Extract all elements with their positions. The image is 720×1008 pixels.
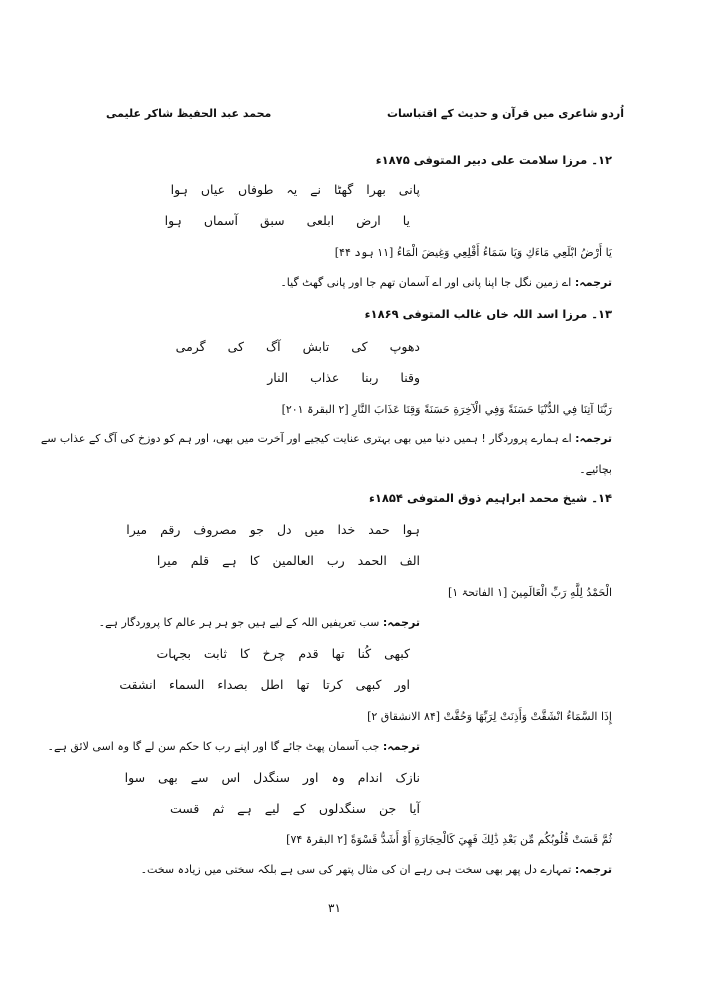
translation-text: اے ہمارے پروردگار ! ہمیں دنیا میں بھی بہتری عنایت کیجیے اور آخرت میں بھی، اور ہم کو دوزخ کی آگ کے عذاب سے bbox=[40, 432, 572, 445]
translation-line bbox=[280, 277, 612, 288]
section-heading-13: ۱۳۔ مرزا اسد اللہ خاں غالب المتوفی ۱۸۶۹ء bbox=[364, 307, 612, 321]
translation-label: ترجمہ: bbox=[574, 276, 612, 289]
verse-line: کبھی کُنا تھا قدم چرخ کا ثابت بجہات bbox=[156, 646, 410, 661]
translation-label: ترجمہ: bbox=[382, 740, 420, 753]
translation-label: ترجمہ: bbox=[574, 863, 612, 876]
verse-line: وقنا ربنا عذاب النار bbox=[267, 370, 420, 385]
verse-line: الف الحمد رب العالمین کا ہے قلم میرا bbox=[156, 553, 420, 568]
translation-text: جب آسمان پھٹ جائے گا اور اپنے رب کا حکم سن لے گا وہ اسی لائق ہے۔ bbox=[47, 740, 380, 753]
page-number: ۳۱ bbox=[328, 901, 341, 915]
translation-text: سب تعریفیں اللہ کے لیے ہیں جو ہر ہر عالم کا پروردگار ہے۔ bbox=[98, 616, 380, 629]
arabic-quote: إِذَا السَّمَاءُ انْشَقَّتْ وَأَذِنَتْ لِرَبِّهَا وَحُقَّتْ [۸۴ الانشقاق ۲] bbox=[367, 710, 612, 723]
arabic-quote: رَبَّنَا آتِنَا فِي الدُّنْيَا حَسَنَةً وَفِي الْآخِرَةِ حَسَنَةً وَقِنَا عَذَابَ النَّارِ [۲ البقرۃ ۲۰۱] bbox=[281, 403, 612, 416]
arabic-quote: ثُمَّ قَسَتْ قُلُوبُكُم مِّن بَعْدِ ذَٰلِكَ فَهِيَ كَالْحِجَارَةِ أَوْ أَشَدُّ قَسْوَةً [۲ البقرۃ ۷۴] bbox=[286, 833, 612, 846]
translation-continuation: بچائیے۔ bbox=[579, 463, 612, 476]
verse-line: دھوپ کی تابش آگ کی گرمی bbox=[175, 339, 420, 354]
section-heading-12: ۱۲۔ مرزا سلامت علی دبیر المتوفی ۱۸۷۵ء bbox=[375, 153, 612, 167]
translation-line bbox=[99, 617, 420, 628]
running-title: اُردو شاعری میں قرآن و حدیث کے اقتباسات bbox=[386, 107, 624, 120]
running-author: محمد عبد الحفیظ شاکر علیمی bbox=[106, 107, 272, 120]
verse-line: نازک اندام وہ اور سنگدل اس سے بھی سوا bbox=[124, 770, 420, 785]
translation-text: اے زمین نگل جا اپنا پانی اور اے آسمان تھم جا اور پانی گھٹ گیا۔ bbox=[280, 276, 572, 289]
verse-line: آیا جن سنگدلوں کے لیے ہے ثم قست bbox=[170, 801, 420, 816]
verse-line: یا ارض ابلعی سبق آسماں ہوا bbox=[164, 213, 410, 228]
translation-label: ترجمہ: bbox=[382, 616, 420, 629]
translation-line bbox=[141, 864, 612, 875]
translation-label: ترجمہ: bbox=[575, 432, 612, 445]
translation-line bbox=[41, 434, 612, 445]
arabic-quote: یَا أَرْضُ ابْلَعِي مَاءَكِ وَيَا سَمَاءُ أَقْلِعِي وَغِيضَ الْمَاءُ [۱۱ ہود ۴۴] bbox=[334, 246, 612, 259]
verse-line: ہوا حمد خدا میں دل جو مصروف رقم میرا bbox=[126, 522, 420, 537]
verse-line: پانی بھرا گھٹا نے یہ طوفاں عیاں ہوا bbox=[170, 182, 420, 197]
translation-line bbox=[48, 741, 420, 752]
section-heading-14: ۱۴۔ شیخ محمد ابراہیم ذوق المتوفی ۱۸۵۴ء bbox=[368, 491, 612, 505]
verse-line: اور کبھی کرتا تھا اطل بصداء السماء انشقت bbox=[119, 677, 410, 692]
translation-text: تمہارے دل پھر بھی سخت ہی رہے ان کی مثال پتھر کی سی ہے بلکہ سختی میں زیادہ سخت۔ bbox=[140, 863, 572, 876]
arabic-quote: الْحَمْدُ لِلَّهِ رَبِّ الْعَالَمِينَ [۱ الفاتحۃ ۱] bbox=[447, 586, 612, 599]
